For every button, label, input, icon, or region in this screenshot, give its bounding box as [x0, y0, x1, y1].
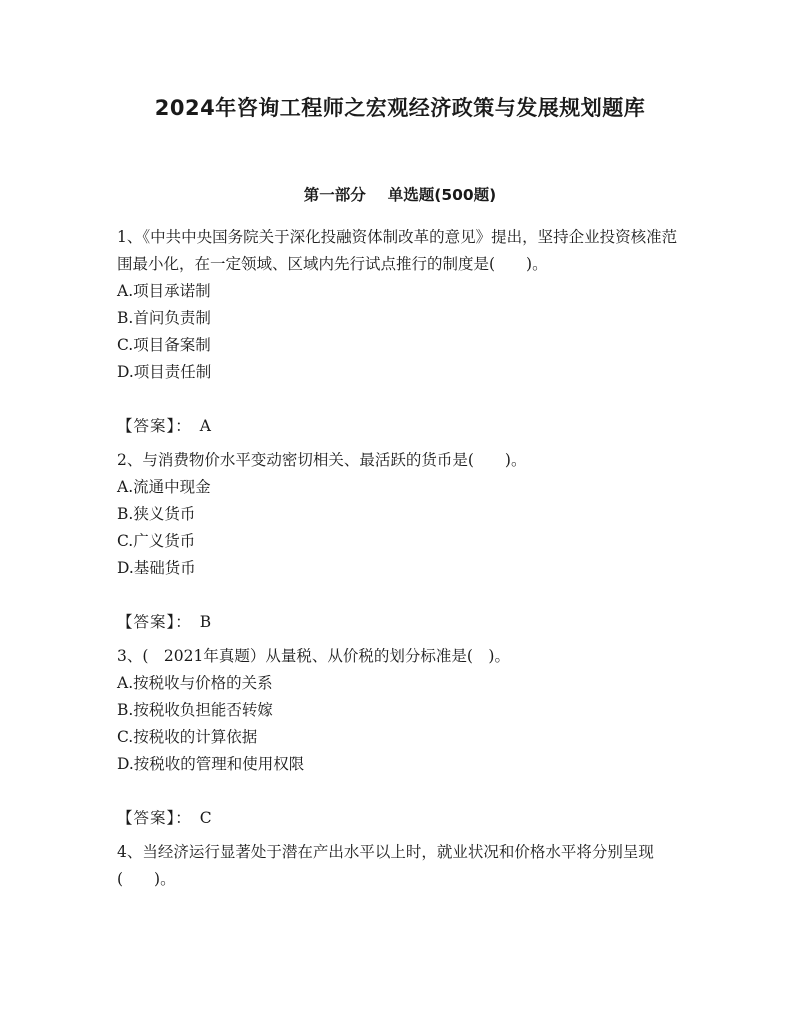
question-2: [117, 447, 691, 636]
section-title: [0, 183, 800, 205]
option-a: A.流通中现金: [117, 478, 211, 496]
option-list: [117, 278, 691, 386]
option-b: B.首问负责制: [117, 309, 211, 327]
answer-value: A: [199, 417, 211, 435]
option-a: A.按税收与价格的关系: [117, 674, 273, 692]
answer-line: [117, 805, 691, 832]
option-d: D.按税收的管理和使用权限: [117, 755, 305, 773]
page-title: 2024年咨询工程师之宏观经济政策与发展规划题库: [154, 96, 646, 120]
answer-label: 【答案】：: [117, 417, 192, 435]
question-text: 2、与消费物价水平变动密切相关、最活跃的货币是( )。: [117, 451, 527, 469]
answer-value: B: [199, 613, 212, 631]
option-a: A.项目承诺制: [117, 282, 211, 300]
option-d: D.基础货币: [117, 559, 196, 577]
question-text: 4、当经济运行显著处于潜在产出水平以上时，就业状况和价格水平将分别呈现( )。: [117, 843, 654, 888]
section-part: 第一部分: [303, 186, 366, 204]
option-c: C.广义货币: [117, 532, 196, 550]
answer-line: [117, 413, 691, 440]
question-1: [117, 224, 691, 440]
option-b: B.狭义货币: [117, 505, 196, 523]
answer-line: [117, 609, 691, 636]
question-list: [117, 224, 691, 900]
answer-label: 【答案】：: [117, 809, 192, 827]
option-list: [117, 474, 691, 582]
option-c: C.按税收的计算依据: [117, 728, 258, 746]
answer-value: C: [199, 809, 212, 827]
question-3: [117, 643, 691, 832]
section-name: 单选题(500题): [387, 186, 497, 204]
answer-label: 【答案】：: [117, 613, 192, 631]
option-b: B.按税收负担能否转嫁: [117, 701, 273, 719]
question-text: 3、( 2021年真题）从量税、从价税的划分标准是( )。: [117, 647, 510, 665]
option-d: D.项目责任制: [117, 363, 212, 381]
question-text: 1、《中共中央国务院关于深化投融资体制改革的意见》提出，坚持企业投资核准范围最小化，在一定领域、区域内先行试点推行的制度是( )。: [117, 228, 678, 273]
option-list: [117, 670, 691, 778]
option-c: C.项目备案制: [117, 336, 211, 354]
question-4: [117, 839, 691, 893]
